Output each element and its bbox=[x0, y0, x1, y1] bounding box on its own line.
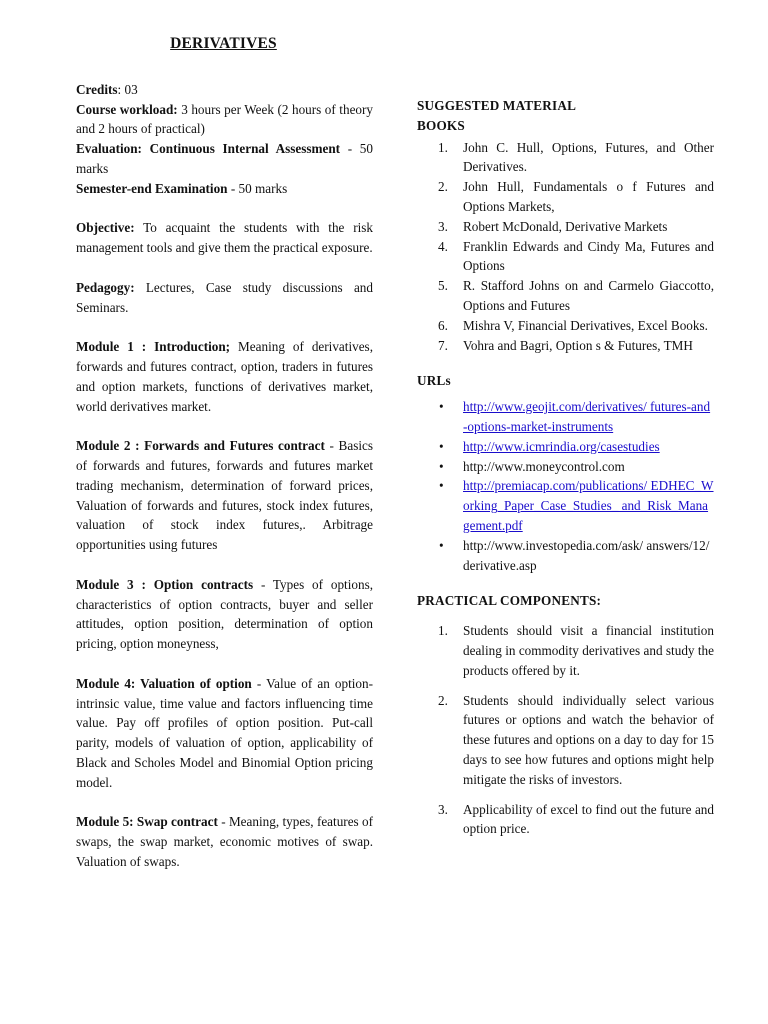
list-number: 3. bbox=[438, 801, 448, 817]
objective-paragraph bbox=[76, 218, 373, 258]
bullet-icon: • bbox=[439, 537, 444, 553]
left-column bbox=[76, 34, 373, 872]
workload-value: 3 hours per Week (2 hours of theory and 2 hours of practical) bbox=[76, 101, 373, 137]
module-2-label: Module 2 : Forwards and Futures contract bbox=[76, 438, 325, 454]
bullet-icon: • bbox=[439, 458, 444, 474]
list-item bbox=[417, 237, 714, 277]
bullet-icon: • bbox=[439, 399, 444, 415]
credits-line bbox=[76, 80, 373, 100]
list-number: 6. bbox=[438, 317, 448, 333]
module-1-text: Meaning of derivatives, forwards and futures contract, option, traders in futures and option markets, functions of derivatives market, world derivatives market. bbox=[76, 339, 373, 414]
evaluation-line bbox=[76, 139, 373, 179]
list-number: 3. bbox=[438, 218, 448, 234]
practical-list bbox=[417, 621, 714, 839]
module-5-paragraph bbox=[76, 812, 373, 871]
practical-text: Students should individually select various futures or options and watch the behavior of these futures and options on a day to day for 15 days to see how futures and options might help mitigate the risks of investors. bbox=[463, 692, 714, 787]
list-number: 4. bbox=[438, 238, 448, 254]
list-item bbox=[417, 316, 714, 336]
bullet-icon: • bbox=[439, 438, 444, 454]
book-text: Vohra and Bagri, Option s & Futures, TMH bbox=[463, 337, 693, 353]
module-4-text: - Value of an option- intrinsic value, time value and factors influencing time value. Pay off profiles of option position. Put-call parity, models of valuation of option, applicability of Black and Scholes Model and Binomial Option pricing model. bbox=[76, 675, 373, 790]
book-text: John C. Hull, Options, Futures, and Other Derivatives. bbox=[463, 139, 714, 175]
url-link[interactable]: http://www.geojit.com/derivatives/ futures-and-options-market-instruments bbox=[463, 399, 711, 434]
module-4-paragraph bbox=[76, 674, 373, 793]
pedagogy-paragraph bbox=[76, 278, 373, 318]
url-link[interactable]: http://premiacap.com/publications/ EDHEC_Working_Paper_Case_Studies_ and_Risk_Management.pdf bbox=[463, 478, 714, 533]
module-1-paragraph bbox=[76, 337, 373, 416]
workload-line bbox=[76, 100, 373, 140]
list-item bbox=[417, 691, 714, 790]
evaluation-label: Evaluation: Continuous Internal Assessment bbox=[76, 141, 341, 157]
credits-label: Credits bbox=[76, 81, 118, 97]
list-number: 2. bbox=[438, 692, 448, 708]
module-2-paragraph bbox=[76, 436, 373, 555]
module-5-label: Module 5: Swap contract bbox=[76, 814, 218, 830]
practical-heading: PRACTICAL COMPONENTS: bbox=[417, 593, 602, 609]
list-item bbox=[417, 621, 714, 680]
module-1-label: Module 1 : Introduction; bbox=[76, 339, 231, 355]
list-item bbox=[417, 217, 714, 237]
list-item bbox=[417, 397, 714, 437]
module-3-label: Module 3 : Option contracts bbox=[76, 576, 254, 592]
suggested-material-heading: SUGGESTED MATERIAL bbox=[417, 98, 577, 113]
module-5-text: - Meaning, types, features of swaps, the swap market, economic motives of swap. Valuation of swaps. bbox=[76, 814, 373, 869]
list-number: 7. bbox=[438, 337, 448, 353]
urls-heading: URLs bbox=[417, 373, 451, 389]
book-text: R. Stafford Johns on and Carmelo Giaccotto, Options and Futures bbox=[463, 278, 714, 313]
list-item bbox=[417, 457, 714, 477]
list-number: 5. bbox=[438, 278, 448, 294]
books-list bbox=[417, 138, 714, 356]
bullet-icon: • bbox=[439, 478, 444, 494]
urls-list bbox=[417, 397, 714, 575]
book-text: Franklin Edwards and Cindy Ma, Futures and Options bbox=[463, 238, 714, 274]
practical-text: Students should visit a financial institution dealing in commodity derivatives and study the products offered by it. bbox=[463, 623, 714, 678]
module-3-text: - Types of options, characteristics of option contracts, buyer and seller attitudes, option position, determination of option pricing, option moneyness, bbox=[76, 576, 373, 652]
practical-text: Applicability of excel to find out the future and option price. bbox=[463, 801, 714, 837]
page-title: DERIVATIVES bbox=[170, 35, 277, 52]
url-text: http://www.moneycontrol.com bbox=[463, 458, 625, 474]
url-text: http://www.investopedia.com/ask/ answers/12/derivative.asp bbox=[463, 537, 710, 573]
module-4-label: Module 4: Valuation of option bbox=[76, 675, 252, 691]
list-item bbox=[417, 476, 714, 535]
book-text: Robert McDonald, Derivative Markets bbox=[463, 218, 668, 234]
semester-end-label: Semester-end Examination bbox=[76, 180, 228, 196]
evaluation-value: - 50 marks bbox=[76, 141, 373, 176]
credits-value: : 03 bbox=[117, 81, 138, 97]
objective-text: To acquaint the students with the risk management tools and give them the practical exposure. bbox=[76, 220, 373, 256]
book-text: John Hull, Fundamentals o f Futures and Options Markets, bbox=[463, 179, 714, 214]
list-item bbox=[417, 800, 714, 840]
module-2-text: - Basics of forwards and futures, forwards and futures market trading mechanism, determination of forward prices, Valuation of forwards and futures, stock index futures, valuation of stock index futures,. Arbitrage opportunities using futures bbox=[76, 438, 373, 553]
pedagogy-label: Pedagogy: bbox=[76, 279, 135, 295]
list-item bbox=[417, 437, 714, 457]
list-item bbox=[417, 138, 714, 178]
pedagogy-text: Lectures, Case study discussions and Seminars. bbox=[76, 279, 373, 315]
semester-end-value: - 50 marks bbox=[227, 180, 288, 196]
workload-label: Course workload: bbox=[76, 101, 178, 117]
list-number: 2. bbox=[438, 179, 448, 195]
book-text: Mishra V, Financial Derivatives, Excel Books. bbox=[463, 317, 708, 333]
list-item bbox=[417, 276, 714, 316]
list-item bbox=[417, 177, 714, 217]
books-heading: BOOKS bbox=[417, 117, 465, 133]
right-column bbox=[417, 96, 714, 849]
semester-end-line bbox=[76, 179, 373, 199]
list-number: 1. bbox=[438, 623, 448, 639]
module-3-paragraph bbox=[76, 575, 373, 654]
list-number: 1. bbox=[438, 139, 448, 155]
url-link[interactable]: http://www.icmrindia.org/casestudies bbox=[463, 438, 660, 454]
objective-label: Objective: bbox=[76, 220, 135, 236]
list-item bbox=[417, 536, 714, 576]
list-item bbox=[417, 336, 714, 356]
